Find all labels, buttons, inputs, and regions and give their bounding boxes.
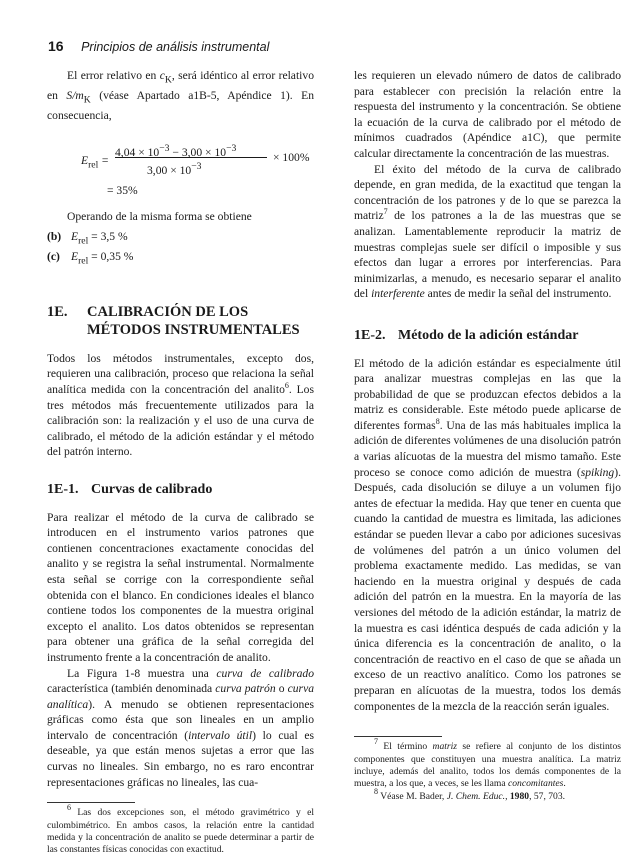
relative-error-equation bbox=[77, 131, 314, 201]
operando-line: Operando de la misma forma se obtiene bbox=[67, 210, 252, 224]
fraction-bar bbox=[115, 157, 267, 158]
page-number: 16 bbox=[48, 38, 64, 54]
footnote-7: $^7$ El término matriz se refiere al conjunto de los distintos componentes que constituyen una muestra analítica. La matriz incluye, además del analito, todos los demás componentes de la muestra, a los que, a veces, se les llama concomitantes. bbox=[354, 737, 621, 790]
footnote-rule bbox=[47, 802, 135, 803]
continued-paragraph: les requieren un elevado número de datos de calibrado para establecer con precisión la relación entre la respuesta del instrumento y la concentración. Se obtiene la ecuación de la curva de calibrado por el método de mínimos cuadrados (Apéndice a1C), que permite calcular directamente la concentración de las muestras. bbox=[354, 69, 621, 160]
footnotes-right bbox=[354, 736, 621, 803]
footnote-rule bbox=[354, 736, 442, 737]
results-list bbox=[47, 229, 314, 269]
subsection-heading-1e1: 1E-1. Curvas de calibrado bbox=[47, 481, 213, 497]
calibration-paragraph-1: Para realizar el método de la curva de calibrado se introducen en el instrumento varios patrones que contienen concentraciones exactamente conocidas del analito y se registra la señal instrumental. Normalmente esta señal se corrige con la correspondiente señal obtenida con el blanco. En condiciones ideales el blanco contiene todos los componentes de la muestra original excepto el analito. Los datos obtenidos se representan para obtener una gráfica de la señal corregida del instrumento frente a la concentración de analito. bbox=[47, 510, 314, 664]
equation-result: = 35% bbox=[107, 184, 138, 198]
section-intro-paragraph: Todos los métodos instrumentales, excepto dos, requieren una calibración, proceso que relaciona la señal analítica medida con la concentración del analito$^6$. Los tres métodos más frecuentemente utilizados para la calibración son: la realización y el uso de una curva de calibrado, el método de la adición estándar y el método del patrón interno. bbox=[47, 351, 314, 459]
intro-paragraph: El error relativo en $c_K$, será idéntico al error relativo en $S/m_K$ (véase Apartado a1B-5, Apéndice 1). En consecuencia, bbox=[47, 69, 314, 122]
section-heading: 1E. CALIBRACIÓN DE LOS MÉTODOS INSTRUMENTALES bbox=[47, 303, 300, 338]
footnote-6: $^6$ Las dos excepciones son, el método gravimétrico y el culombimétrico. En ambos casos, la relación entre la cantidad medida y la concentración de analito se puede determinar a partir de las constantes físicas conocidas con exactitud. bbox=[47, 803, 314, 856]
result-c: (c) $E_{rel} = 0,35$ % bbox=[47, 249, 134, 267]
equation-numerator: $4,04 \times 10^{-3} - 3,00 \times 10^{-3}$ bbox=[115, 143, 237, 160]
equation-lhs: $E_{rel}$ = bbox=[81, 154, 110, 171]
footnote-8: $^8$ Véase M. Bader, J. Chem. Educ., 1980, 57, 703. bbox=[374, 786, 566, 802]
equation-denominator: $3,00 \times 10^{-3}$ bbox=[147, 161, 202, 178]
left-column bbox=[47, 68, 314, 857]
subsection-heading-1e2: 1E-2. Método de la adición estándar bbox=[354, 327, 579, 343]
matrix-paragraph: El éxito del método de la curva de calibrado depende, en gran medida, de la exactitud que tengan la concentración de los patrones y de lo que se parezca la matriz$^7$ de los patrones a la de las muestras que se analizan. Lamentablemente reproducir la matriz de muestras complejas suele ser difícil o imposible y sus efectos dan lugar a errores por interferencias. Para minimizarlas, a menudo, es necesario separar el analito del interferente antes de medir la señal del instrumento. bbox=[354, 162, 621, 301]
page-header bbox=[48, 38, 269, 54]
result-b: (b) $E_{rel} = 3,5$ % bbox=[47, 230, 128, 247]
calibration-paragraph-2: La Figura 1-8 muestra una curva de calibrado característica (también denominada curva patrón o curva analítica). A menudo se obtienen representaciones gráficas como ésta que son lineales en un amplio intervalo de concentración (intervalo útil) lo cual es deseable, ya que están menos sujetas a error que las curvas no lineales. Sin embargo, no es raro encontrar representaciones gráficas no lineales, las cua- bbox=[47, 666, 315, 789]
right-column bbox=[354, 68, 621, 803]
running-title: Principios de análisis instrumental bbox=[81, 40, 270, 54]
equation-multiplier: × 100% bbox=[273, 151, 310, 165]
standard-addition-paragraph: El método de la adición estándar es especialmente útil para analizar muestras complejas en las que la probabilidad de que se produzcan efectos debidos a la matriz es considerable. Este método puede aplicarse de diferentes formas$^8$. Una de las más habituales implica la adición de diferentes volúmenes de una disolución patrón a varias alícuotas de la muestra del mismo tamaño. Este proceso se conoce como adición de muestra (spiking). Después, cada disolución se diluye a un volumen fijo antes de efectuar la medida. Hay que tener en cuenta que cuando la cantidad de muestra es limitada, las adiciones estándar se pueden llevar a cabo por adiciones sucesivas de volúmenes del patrón a un único volumen del problema exactamente medido. Las medidas, se van haciendo en la muestra original y después de cada adición del patrón en la muestra. En la mayoría de las versiones del método de la adición estándar, la matriz de la muestra es casi idéntica después de cada adición y la única diferencia es la concentración de analito, o la concentración de reactivo en el caso de que se añada un exceso de un reactivo analítico. Como los patrones se preparan en alícuotas de la muestra, todos los demás componentes de la mezcla de la reacción serán iguales. bbox=[354, 356, 621, 713]
